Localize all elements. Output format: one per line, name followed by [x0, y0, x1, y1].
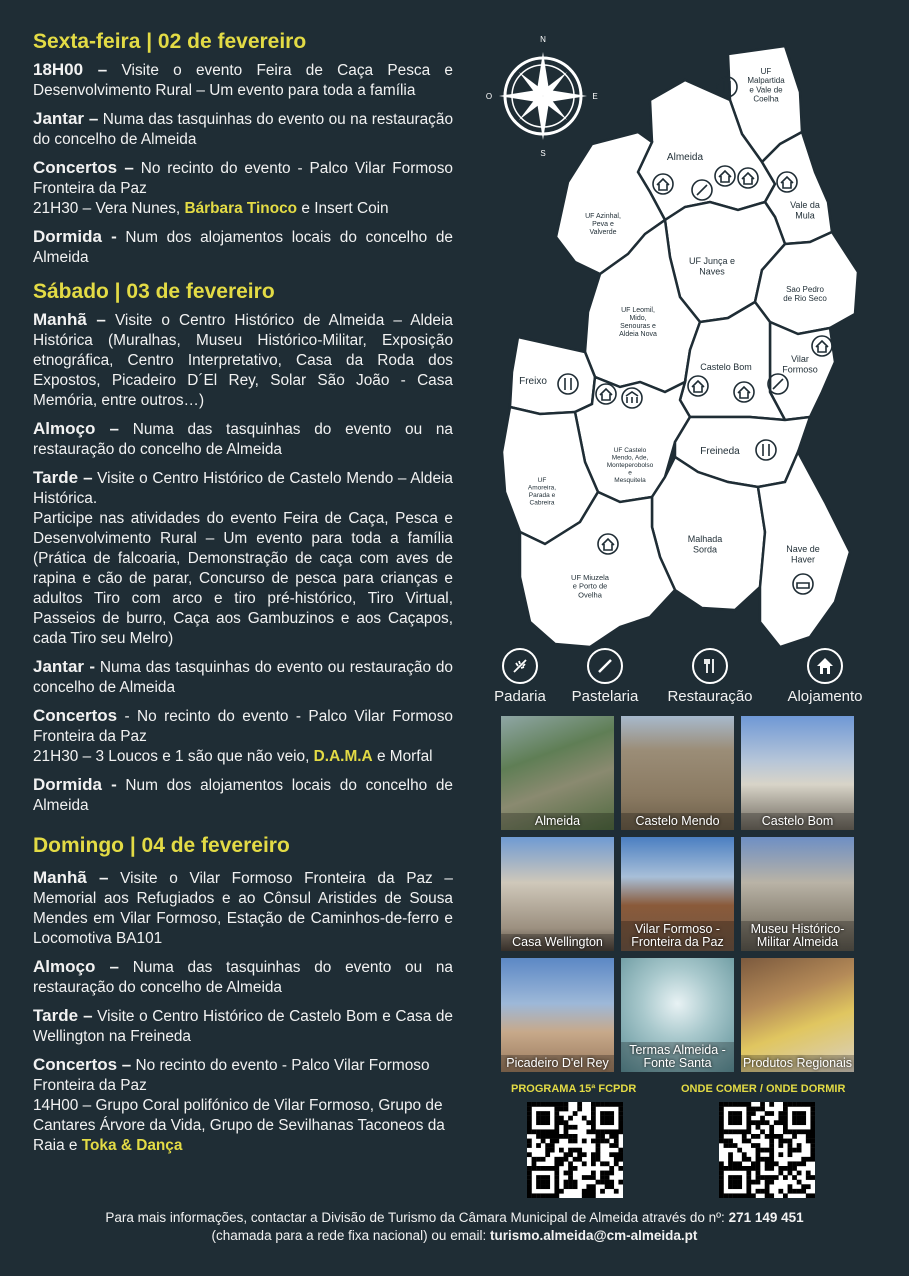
label-leomil: UF Leomil, Mido, Senouras e Aldeia Nova [619, 307, 657, 339]
label-malhada-sorda: Malhada Sorda [687, 534, 723, 555]
photo-museu: Museu Histórico-Militar Almeida [741, 837, 854, 951]
friday-item-3: Concertos – No recinto do evento - Palco Vilar Formoso Fronteira da Paz 21H30 – Vera Nunes, Bárbara Tinoco e Insert Coin [33, 158, 453, 217]
photo-casa-wellington: Casa Wellington [501, 837, 614, 951]
label-junca: UF Junça e Naves [688, 256, 736, 277]
saturday-title: Sábado | 03 de fevereiro [33, 280, 275, 303]
friday-item-1: 18H00 – Visite o evento Feira de Caça Pesca e Desenvolvimento Rural – Um evento para toda a família [33, 60, 453, 99]
compass-n: N [540, 35, 546, 44]
label-amoreira: UF Amoreira, Parada e Cabreira [527, 477, 557, 507]
footer-phone: 271 149 451 [728, 1210, 804, 1225]
saturday-item-6: Dormida - Num dos alojamentos locais do concelho de Almeida [33, 775, 453, 814]
qr-code-onde-comer[interactable] [719, 1102, 815, 1198]
footer-line-2: (chamada para a rede fixa nacional) ou email: turismo.almeida@cm-almeida.pt [211, 1228, 698, 1243]
photo-almeida: Almeida [501, 716, 614, 830]
label-vilar-formoso: Vilar Formoso [782, 354, 818, 375]
municipality-map [480, 32, 880, 652]
label-sao-pedro: Sao Pedro de Rio Seco [783, 285, 827, 304]
qr-label-programa: PROGRAMA 15ª FCPDR [511, 1083, 637, 1095]
compass-e: E [592, 92, 598, 101]
label-miuzela: UF Miuzela e Porto de Ovelha [571, 573, 609, 600]
label-castelo-bom: Castelo Bom [700, 362, 752, 372]
footer-line-1: Para mais informações, contactar a Divisão de Turismo da Câmara Municipal de Almeida através do nº: 271 149 451 [105, 1210, 804, 1225]
saturday-item-4: Jantar - Numa das tasquinhas do evento ou restauração do concelho de Almeida [33, 657, 453, 696]
label-nave-de-haver: Nave de Haver [786, 544, 820, 565]
saturday-item-2: Almoço – Numa das tasquinhas do evento ou na restauração do concelho de Almeida [33, 419, 453, 458]
footer-email[interactable]: turismo.almeida@cm-almeida.pt [489, 1228, 698, 1243]
wheat-icon [502, 648, 538, 684]
compass-rose-icon [486, 35, 598, 158]
photo-termas: Termas Almeida - Fonte Santa [621, 958, 734, 1072]
photo-castelo-mendo: Castelo Mendo [621, 716, 734, 830]
photo-produtos-regionais: Produtos Regionais [741, 958, 854, 1072]
sunday-item-3: Tarde – Visite o Centro Histórico de Castelo Bom e Casa de Wellington na Freineda [33, 1006, 453, 1045]
label-castelo-mendo: UF Castelo Mendo, Ade, Monteperobolso e Mesquitela [606, 447, 654, 484]
cutlery-icon [692, 648, 728, 684]
sunday-item-4: Concertos – No recinto do evento - Palco Vilar Formoso Fronteira da Paz 14H00 – Grupo Coral polifónico de Vilar Formoso, Grupo de Cantares Árvore da Vida, Grupo de Sevilhanas Taconeos da Raia e Toka & Dança [33, 1055, 445, 1154]
sunday-item-2: Almoço – Numa das tasquinhas do evento ou na restauração do concelho de Almeida [33, 957, 453, 996]
program-column [33, 30, 453, 1164]
legend-pastelaria: Pastelaria [555, 648, 655, 705]
friday-item-4: Dormida - Num dos alojamentos locais do concelho de Almeida [33, 227, 453, 266]
qr-code-programa[interactable] [527, 1102, 623, 1198]
sunday-item-1: Manhã – Visite o Vilar Formoso Fronteira da Paz – Memorial aos Refugiados e ao Cônsul Aristides de Sousa Mendes em Vilar Formoso, Estação de Caminhos-de-ferro e Locomotiva BA101 [33, 868, 453, 947]
legend-alojamento: Alojamento [775, 648, 875, 705]
friday-title: Sexta-feira | 02 de fevereiro [33, 30, 307, 53]
compass-s: S [540, 149, 546, 158]
photo-vilar-formoso: Vilar Formoso - Fronteira da Paz [621, 837, 734, 951]
saturday-item-1: Manhã – Visite o Centro Histórico de Almeida – Aldeia Histórica (Muralhas, Museu Histórico-Militar, Exposição etnográfica, Centro Interpretativo, Casa da Roda dos Expostos, Picadeiro D´El Rey, Solar São João - Casa Memória, entre outros…) [33, 310, 453, 409]
sunday-title: Domingo | 04 de fevereiro [33, 834, 290, 857]
house-icon [807, 648, 843, 684]
label-freineda: Freineda [700, 446, 740, 457]
qr-label-onde-comer: ONDE COMER / ONDE DORMIR [681, 1083, 846, 1095]
photo-castelo-bom: Castelo Bom [741, 716, 854, 830]
saturday-item-5: Concertos - No recinto do evento - Palco Vilar Formoso Fronteira da Paz 21H30 – 3 Loucos e 1 são que não veio, D.A.M.A e Morfal [33, 706, 453, 765]
label-vale-da-mula: Vale da Mula [790, 200, 820, 221]
label-malpartida: UF Malpartida e Vale de Coelha [747, 67, 785, 104]
saturday-item-3: Tarde – Visite o Centro Histórico de Castelo Mendo – Aldeia Histórica. Participe nas atividades do evento Feira de Caça, Pesca e Desenvolvimento Rural – Um evento para toda a família (Prática de falcoaria, Demonstração de caça com aves de rapina e cão de parar, Concurso de pesca para crianças e adultos Tiro com arco e tiro pré-histórico, Tiro Virtual, Passeios de burro, Caça aos Gambuzinos e aos Caçapos, cada Tiro seu Melro) [33, 468, 453, 647]
legend-padaria: Padaria [470, 648, 570, 705]
label-azinhal: UF Azinhal, Peva e Valverde [585, 213, 621, 237]
label-freixo: Freixo [519, 376, 547, 387]
compass-o: O [485, 92, 493, 101]
map-legend [480, 648, 880, 708]
friday-item-2: Jantar – Numa das tasquinhas do evento ou na restauração do concelho de Almeida [33, 109, 453, 148]
legend-restauracao: Restauração [660, 648, 760, 705]
whisk-icon [587, 648, 623, 684]
label-almeida: Almeida [666, 152, 704, 163]
photo-picadeiro: Picadeiro D'el Rey [501, 958, 614, 1072]
